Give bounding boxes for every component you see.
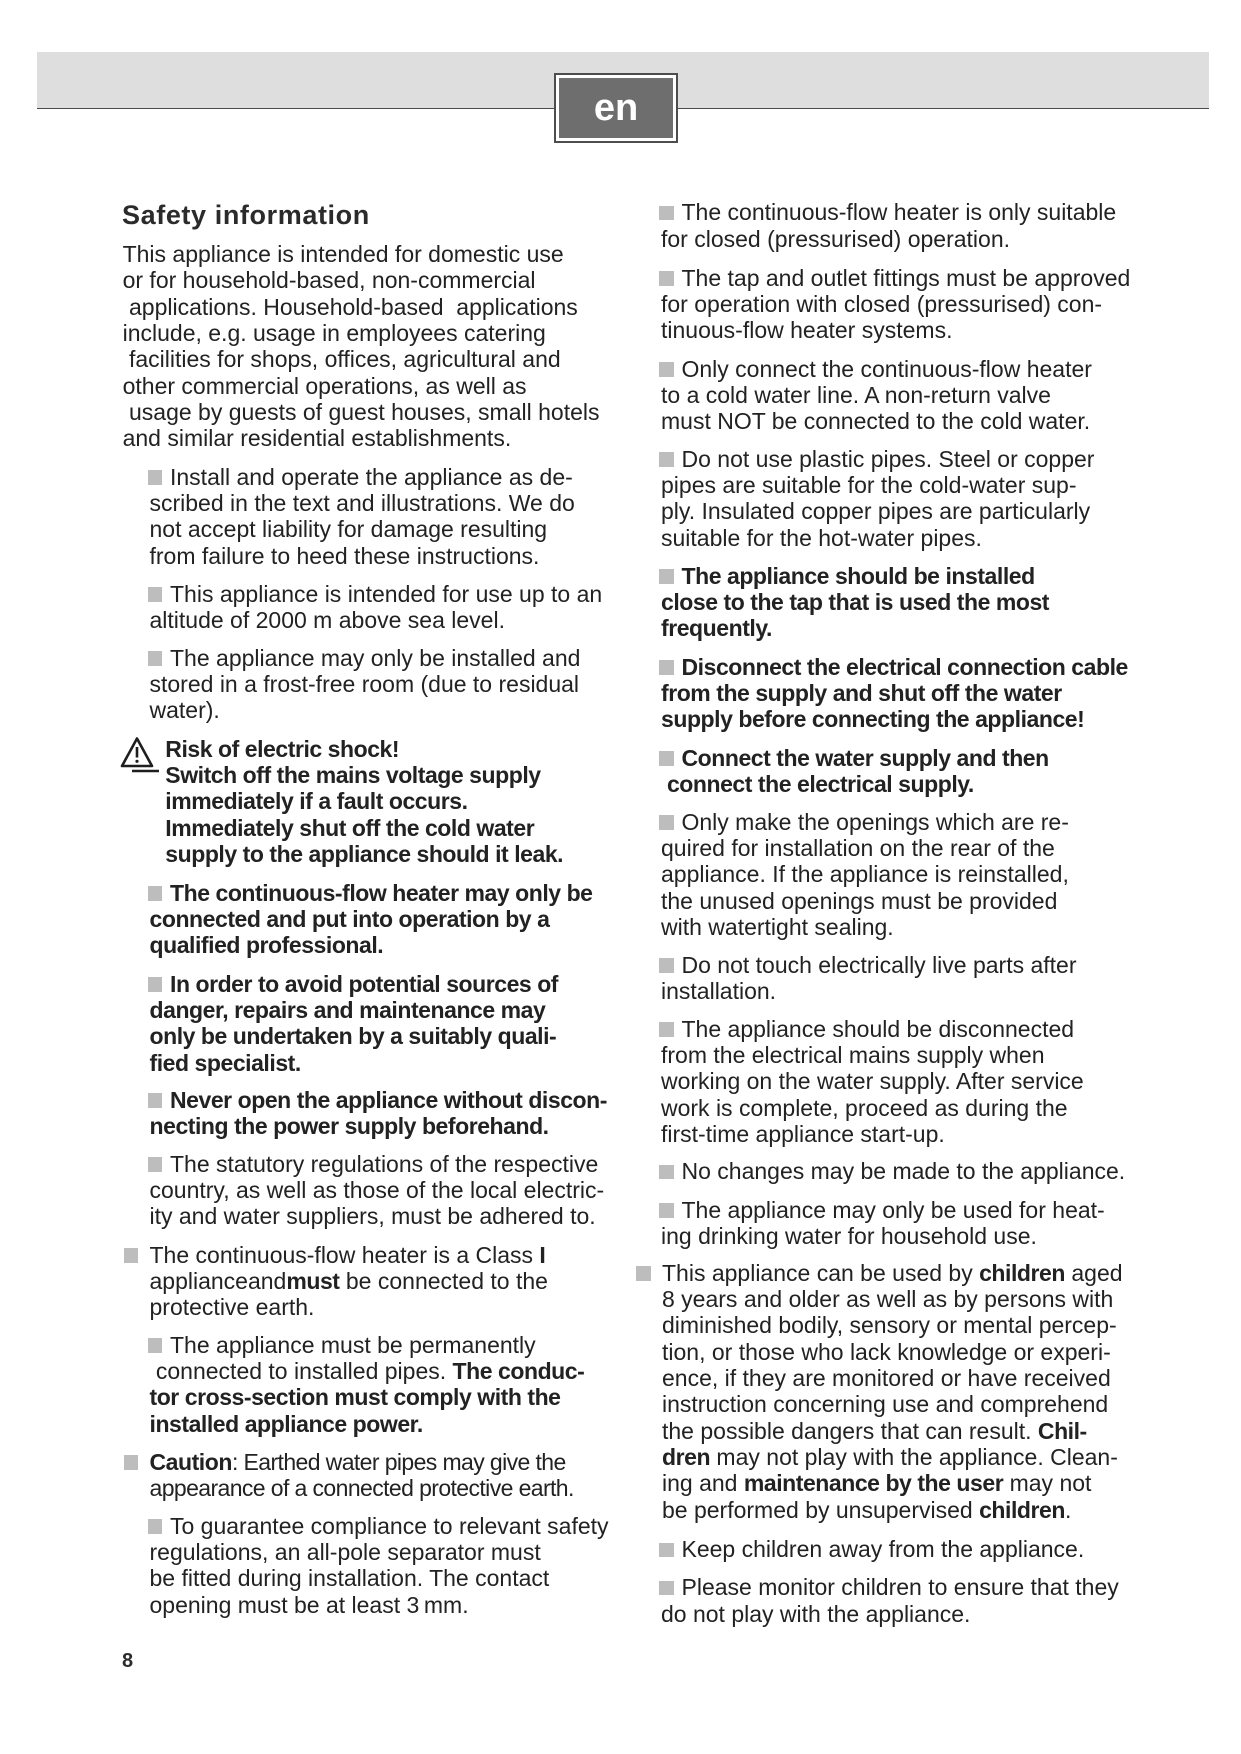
- text-line: [661, 1042, 1084, 1068]
- text-run: from failure to heed these instructions.: [149, 542, 540, 569]
- text-line: [150, 645, 581, 671]
- text-run: The appliance should be disconnected: [681, 1015, 1075, 1042]
- text-line: [150, 1358, 585, 1384]
- text-line: [661, 745, 1049, 771]
- square-bullet-icon: [148, 651, 163, 666]
- text-run: Connect the water supply and then: [681, 744, 1049, 771]
- emphasis-text: children: [979, 1259, 1065, 1286]
- square-bullet-icon: [659, 751, 674, 766]
- safety-item-important: [150, 880, 593, 959]
- text-run: be fitted during installation. The contact: [149, 1565, 550, 1592]
- square-bullet-icon: [148, 1519, 163, 1534]
- text-line: [661, 978, 1077, 1004]
- text-line: [661, 952, 1077, 978]
- text-line: [150, 607, 603, 633]
- emphasis-text: Chil-: [1037, 1417, 1087, 1444]
- safety-item: [150, 1151, 605, 1230]
- square-bullet-icon: [148, 1157, 163, 1172]
- text-run: supply before connecting the appliance!: [661, 706, 1085, 733]
- text-run: : Earthed water pipes may give the: [231, 1448, 566, 1475]
- text-line: [150, 1513, 609, 1539]
- text-run: Please monitor children to ensure that they: [681, 1574, 1119, 1601]
- text-line: [150, 1332, 585, 1358]
- text-line: [123, 399, 600, 425]
- text-line: [150, 543, 575, 569]
- text-run: working on the water supply. After service: [661, 1068, 1084, 1095]
- square-bullet-icon: [636, 1266, 651, 1281]
- text-run: Only connect the continuous-flow heater: [681, 355, 1092, 382]
- text-run: The appliance may only be installed and: [170, 644, 581, 671]
- text-run: .: [1064, 1496, 1072, 1523]
- text-line: [150, 1539, 609, 1565]
- text-run: and similar residential establishments.: [122, 425, 512, 452]
- square-bullet-icon: [659, 1203, 674, 1218]
- text-run: ing drinking water for household use.: [661, 1223, 1037, 1250]
- text-run: ing and: [662, 1470, 744, 1497]
- emphasis-text: Caution: [149, 1448, 232, 1475]
- text-line: [661, 199, 1116, 225]
- text-line: [661, 1016, 1084, 1042]
- text-run: immediately if a fault occurs.: [165, 788, 468, 815]
- safety-item: [661, 1016, 1084, 1148]
- intro-paragraph: [123, 241, 600, 452]
- square-bullet-icon: [148, 1093, 163, 1108]
- text-line: [662, 1312, 1123, 1338]
- safety-item-main: [662, 1260, 1123, 1523]
- text-run: connected and put into operation by a: [149, 905, 550, 932]
- text-line: [123, 267, 600, 293]
- safety-item: [661, 446, 1094, 551]
- text-run: Do not touch electrically live parts after: [681, 951, 1077, 978]
- square-bullet-icon: [659, 569, 674, 584]
- text-run: The appliance may only be used for heat-: [681, 1196, 1105, 1223]
- text-line: [150, 1151, 605, 1177]
- text-run: The continuous-flow heater is a Class: [149, 1241, 540, 1268]
- text-run: from the supply and shut off the water: [661, 679, 1062, 706]
- text-run: suitable for the hot-water pipes.: [661, 524, 982, 551]
- text-run: Only make the openings which are re-: [681, 808, 1069, 835]
- square-bullet-icon: [148, 587, 163, 602]
- square-bullet-icon: [659, 206, 674, 221]
- text-line: [661, 1197, 1105, 1223]
- text-line: [150, 1449, 574, 1475]
- text-run: be connected to the: [339, 1267, 548, 1294]
- text-line: [661, 356, 1092, 382]
- text-line: [661, 1536, 1084, 1562]
- safety-item: [661, 1197, 1105, 1250]
- text-line: [662, 1418, 1123, 1444]
- text-run: applianceand: [149, 1267, 287, 1294]
- safety-item: [661, 356, 1092, 435]
- text-run: Install and operate the appliance as de-: [170, 463, 573, 490]
- text-run: The tap and outlet fittings must be approved: [681, 264, 1131, 291]
- emphasis-text: The conduc-: [452, 1357, 585, 1384]
- text-line: [150, 581, 603, 607]
- text-line: [165, 736, 563, 762]
- text-line: [150, 1294, 548, 1320]
- emphasis-text: maintenance by the user: [743, 1470, 1004, 1497]
- text-line: [661, 1223, 1105, 1249]
- language-tab-inner: [559, 78, 673, 138]
- text-run: Keep children away from the appliance.: [681, 1536, 1085, 1563]
- text-line: [661, 615, 1049, 641]
- text-run: frequently.: [661, 615, 772, 642]
- text-run: with watertight sealing.: [661, 914, 894, 941]
- text-run: altitude of 2000 m above sea level.: [149, 606, 505, 633]
- text-run: protective earth.: [149, 1294, 315, 1321]
- text-run: danger, repairs and maintenance may: [149, 997, 546, 1024]
- text-run: close to the tap that is used the most: [661, 588, 1050, 615]
- text-run: The appliance must be permanently: [170, 1331, 536, 1358]
- text-line: [150, 1592, 609, 1618]
- text-line: [661, 589, 1049, 615]
- text-line: [662, 1286, 1123, 1312]
- text-line: [123, 373, 600, 399]
- text-run: quired for installation on the rear of the: [661, 835, 1055, 862]
- text-run: usage by guests of guest houses, small hotels: [122, 398, 600, 425]
- square-bullet-icon: [659, 815, 674, 830]
- text-run: tinuous-flow heater systems.: [661, 317, 953, 344]
- text-line: [661, 914, 1069, 940]
- safety-item: [150, 1332, 585, 1437]
- text-run: connect the electrical supply.: [661, 770, 974, 797]
- text-line: [123, 294, 600, 320]
- text-line: [661, 1068, 1084, 1094]
- safety-item: [661, 1536, 1084, 1562]
- text-run: qualified professional.: [149, 932, 384, 959]
- text-line: [661, 408, 1092, 434]
- text-run: only be undertaken by a suitably quali-: [149, 1023, 557, 1050]
- text-line: [150, 490, 575, 516]
- text-run: installation.: [661, 977, 777, 1004]
- text-line: [150, 932, 593, 958]
- text-run: for closed (pressurised) operation.: [661, 225, 1010, 252]
- text-run: to a cold water line. A non-return valve: [661, 381, 1051, 408]
- text-line: [662, 1497, 1123, 1523]
- text-line: [150, 1268, 548, 1294]
- text-line: [150, 971, 559, 997]
- square-bullet-icon: [659, 271, 674, 286]
- text-run: The statutory regulations of the respective: [170, 1150, 599, 1177]
- text-run: ity and water suppliers, must be adhered to.: [149, 1203, 596, 1230]
- square-bullet-icon: [659, 1022, 674, 1037]
- text-run: 8 years and older as well as by persons with: [662, 1285, 1114, 1312]
- square-bullet-icon: [124, 1455, 139, 1470]
- emphasis-text: must: [286, 1267, 340, 1294]
- text-line: [150, 1023, 559, 1049]
- text-line: [150, 997, 559, 1023]
- text-run: Switch off the mains voltage supply: [165, 762, 541, 789]
- safety-item-important: [150, 1087, 607, 1140]
- emphasis-text: tor cross-section must comply with the: [149, 1384, 561, 1411]
- text-run: To guarantee compliance to relevant safety: [170, 1512, 609, 1539]
- text-run: The continuous-flow heater is only suitable: [681, 199, 1117, 226]
- text-run: regulations, an all-pole separator must: [149, 1538, 541, 1565]
- text-run: aged: [1064, 1259, 1123, 1286]
- text-run: connected to installed pipes.: [149, 1357, 453, 1384]
- text-run: ply. Insulated copper pipes are particularly: [661, 498, 1091, 525]
- text-line: [661, 809, 1069, 835]
- text-line: [150, 697, 581, 723]
- square-bullet-icon: [659, 362, 674, 377]
- text-line: [661, 680, 1128, 706]
- text-line: [662, 1260, 1123, 1286]
- text-line: [662, 1470, 1123, 1496]
- safety-item: [661, 199, 1116, 252]
- text-line: [123, 346, 600, 372]
- safety-item: [661, 952, 1077, 1005]
- warning-notice: [165, 736, 563, 868]
- text-run: the possible dangers that can result.: [662, 1417, 1038, 1444]
- text-line: [150, 516, 575, 542]
- square-bullet-icon: [148, 1338, 163, 1353]
- text-run: or for household-based, non-commercial: [122, 267, 536, 294]
- text-line: [150, 1242, 548, 1268]
- text-run: Risk of electric shock!: [165, 735, 400, 762]
- text-line: [661, 563, 1049, 589]
- text-line: [150, 1384, 585, 1410]
- text-run: may not play with the appliance. Clean-: [710, 1444, 1118, 1470]
- square-bullet-icon: [659, 1581, 674, 1596]
- text-run: do not play with the appliance.: [661, 1600, 971, 1627]
- text-line: [662, 1391, 1123, 1417]
- text-line: [661, 382, 1092, 408]
- text-run: instruction concerning use and comprehend: [662, 1391, 1109, 1418]
- text-line: [150, 1087, 607, 1113]
- text-run: Do not use plastic pipes. Steel or copper: [681, 445, 1095, 472]
- text-run: include, e.g. usage in employees catering: [122, 319, 546, 346]
- text-run: work is complete, proceed as during the: [661, 1094, 1068, 1121]
- text-run: fied specialist.: [149, 1049, 301, 1076]
- text-line: [165, 788, 563, 814]
- emphasis-text: children: [979, 1496, 1065, 1523]
- text-line: [150, 1203, 605, 1229]
- square-bullet-icon: [659, 452, 674, 467]
- text-line: [165, 762, 563, 788]
- safety-item-important: [661, 745, 1049, 798]
- text-run: Immediately shut off the cold water: [165, 814, 535, 841]
- text-run: ence, if they are monitored or have received: [662, 1364, 1111, 1391]
- text-line: [662, 1365, 1123, 1391]
- text-run: necting the power supply beforehand.: [149, 1112, 549, 1139]
- text-run: not accept liability for damage resulting: [149, 516, 548, 543]
- text-run: supply to the appliance should it leak.: [165, 841, 564, 868]
- text-run: tion, or those who lack knowledge or experi-: [662, 1338, 1111, 1365]
- text-line: [661, 498, 1094, 524]
- emphasis-text: dren: [662, 1444, 711, 1470]
- text-run: first-time appliance start-up.: [661, 1120, 945, 1147]
- text-line: [661, 771, 1049, 797]
- text-run: appliance. If the appliance is reinstalled,: [661, 861, 1069, 888]
- text-run: scribed in the text and illustrations. We do: [149, 489, 575, 516]
- text-line: [150, 1177, 605, 1203]
- text-line: [661, 888, 1069, 914]
- square-bullet-icon: [659, 958, 674, 973]
- safety-item: [150, 581, 603, 634]
- square-bullet-icon: [124, 1248, 139, 1263]
- text-run: This appliance is intended for use up to an: [170, 580, 603, 607]
- safety-item: [150, 464, 575, 569]
- text-line: [661, 1158, 1125, 1184]
- text-line: [123, 425, 600, 451]
- emphasis-text: installed appliance power.: [149, 1410, 423, 1437]
- text-run: other commercial operations, as well as: [122, 372, 527, 399]
- text-run: diminished bodily, sensory or mental percep-: [662, 1312, 1117, 1339]
- safety-item-important: [150, 971, 559, 1076]
- safety-item: [661, 809, 1069, 941]
- text-line: [150, 464, 575, 490]
- text-line: [661, 1574, 1119, 1600]
- square-bullet-icon: [659, 660, 674, 675]
- text-run: appearance of a connected protective earth.: [149, 1474, 574, 1501]
- safety-item-main: [150, 1449, 574, 1502]
- text-run: The appliance should be installed: [681, 562, 1035, 589]
- text-run: In order to avoid potential sources of: [170, 970, 559, 997]
- square-bullet-icon: [148, 886, 163, 901]
- text-line: [123, 241, 600, 267]
- text-line: [661, 835, 1069, 861]
- text-line: [661, 1095, 1084, 1121]
- safety-item: [150, 645, 581, 724]
- text-run: the unused openings must be provided: [661, 887, 1058, 914]
- text-line: [661, 226, 1116, 252]
- text-line: [661, 654, 1128, 680]
- text-line: [662, 1444, 1123, 1470]
- square-bullet-icon: [659, 1543, 674, 1558]
- text-line: [150, 1475, 574, 1501]
- emphasis-text: I: [539, 1241, 546, 1268]
- text-run: stored in a frost-free room (due to residual: [149, 670, 580, 697]
- language-tab: [554, 73, 678, 143]
- text-line: [661, 1121, 1084, 1147]
- safety-item: [661, 1158, 1125, 1184]
- text-line: [150, 1565, 609, 1591]
- text-line: [150, 1050, 559, 1076]
- safety-item-important: [661, 654, 1128, 733]
- page-number: 8: [122, 1650, 134, 1672]
- text-run: must NOT be connected to the cold water.: [661, 408, 1091, 435]
- text-line: [661, 472, 1094, 498]
- text-line: [165, 815, 563, 841]
- text-line: [661, 317, 1130, 343]
- text-line: [661, 446, 1094, 472]
- square-bullet-icon: [148, 470, 163, 485]
- text-run: country, as well as those of the local electric-: [149, 1176, 605, 1203]
- text-run: may not: [1003, 1470, 1092, 1497]
- text-run: This appliance is intended for domestic use: [122, 240, 564, 267]
- text-line: [150, 1113, 607, 1139]
- text-line: [150, 671, 581, 697]
- text-line: [661, 291, 1130, 317]
- safety-item: [661, 1574, 1119, 1627]
- text-run: applications. Household-based applications: [122, 293, 578, 320]
- text-run: water).: [149, 697, 220, 724]
- text-line: [150, 906, 593, 932]
- text-line: [661, 265, 1130, 291]
- text-run: No changes may be made to the appliance.: [681, 1158, 1126, 1185]
- text-run: for operation with closed (pressurised) con-: [661, 290, 1103, 317]
- text-line: [661, 861, 1069, 887]
- text-line: [661, 525, 1094, 551]
- text-line: [661, 706, 1128, 732]
- text-run: opening must be at least 3 mm.: [149, 1591, 469, 1618]
- text-line: [150, 1411, 585, 1437]
- text-line: [661, 1601, 1119, 1627]
- square-bullet-icon: [148, 977, 163, 992]
- text-line: [150, 880, 593, 906]
- text-line: [123, 320, 600, 346]
- warning-triangle-icon: [119, 735, 159, 776]
- text-run: Never open the appliance without discon-: [170, 1086, 607, 1113]
- safety-item-main: [150, 1242, 548, 1321]
- text-line: [662, 1339, 1123, 1365]
- page-title: Safety information: [122, 200, 370, 230]
- safety-item: [150, 1513, 609, 1618]
- text-run: Disconnect the electrical connection cable: [681, 653, 1128, 680]
- text-run: facilities for shops, offices, agricultural and: [122, 346, 561, 373]
- text-run: pipes are suitable for the cold-water sup-: [661, 471, 1077, 498]
- text-run: The continuous-flow heater may only be: [170, 879, 593, 906]
- square-bullet-icon: [659, 1165, 674, 1180]
- text-run: from the electrical mains supply when: [661, 1041, 1045, 1068]
- language-code: en: [593, 87, 639, 129]
- safety-item: [661, 265, 1130, 344]
- safety-item-important: [661, 563, 1049, 642]
- text-run: be performed by unsupervised: [662, 1496, 980, 1523]
- text-line: [165, 841, 563, 867]
- text-run: This appliance can be used by: [662, 1259, 980, 1286]
